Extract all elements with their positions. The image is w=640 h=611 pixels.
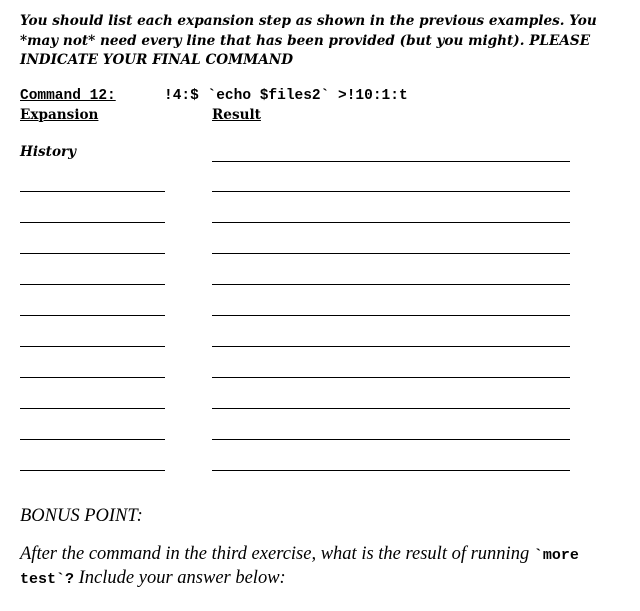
result-blank-line[interactable] xyxy=(212,346,570,347)
expansion-blank-line[interactable] xyxy=(20,346,165,347)
result-blank-line[interactable] xyxy=(212,284,570,285)
result-blank-line[interactable] xyxy=(212,470,570,471)
history-label: History xyxy=(20,144,77,160)
command-text: !4:$ `echo $files2` >!10:1:t xyxy=(164,88,408,104)
bonus-code-part1: `more xyxy=(533,547,579,564)
expansion-blank-line[interactable] xyxy=(20,222,165,223)
result-blank-line[interactable] xyxy=(212,253,570,254)
expansion-blank-line[interactable] xyxy=(20,377,165,378)
expansion-blank-line[interactable] xyxy=(20,191,165,192)
expansion-blank-line[interactable] xyxy=(20,253,165,254)
result-blank-line[interactable] xyxy=(212,439,570,440)
result-blank-line[interactable] xyxy=(212,161,570,162)
result-blank-line[interactable] xyxy=(212,315,570,316)
result-blank-line[interactable] xyxy=(212,377,570,378)
result-blank-line[interactable] xyxy=(212,222,570,223)
expansion-blank-line[interactable] xyxy=(20,439,165,440)
bonus-title: BONUS POINT: xyxy=(20,506,143,526)
command-label: Command 12: xyxy=(20,88,116,104)
bonus-code-part2: test`? xyxy=(20,571,75,588)
bonus-question xyxy=(20,543,630,591)
expansion-blank-line[interactable] xyxy=(20,470,165,471)
bonus-question-end: Include your answer below: xyxy=(74,568,286,588)
expansion-blank-line[interactable] xyxy=(20,315,165,316)
expansion-header: Expansion xyxy=(20,107,99,123)
instructions-text: You should list each expansion step as shown in the previous examples. You *may not* need every line that has been provided (but you might). PLEASE INDICATE YOUR FINAL COMMAND xyxy=(20,13,597,68)
result-blank-line[interactable] xyxy=(212,408,570,409)
expansion-blank-line[interactable] xyxy=(20,408,165,409)
result-blank-line[interactable] xyxy=(212,191,570,192)
expansion-blank-line[interactable] xyxy=(20,284,165,285)
result-header: Result xyxy=(212,107,261,123)
bonus-question-start: After the command in the third exercise, what is the result of running xyxy=(20,544,534,564)
